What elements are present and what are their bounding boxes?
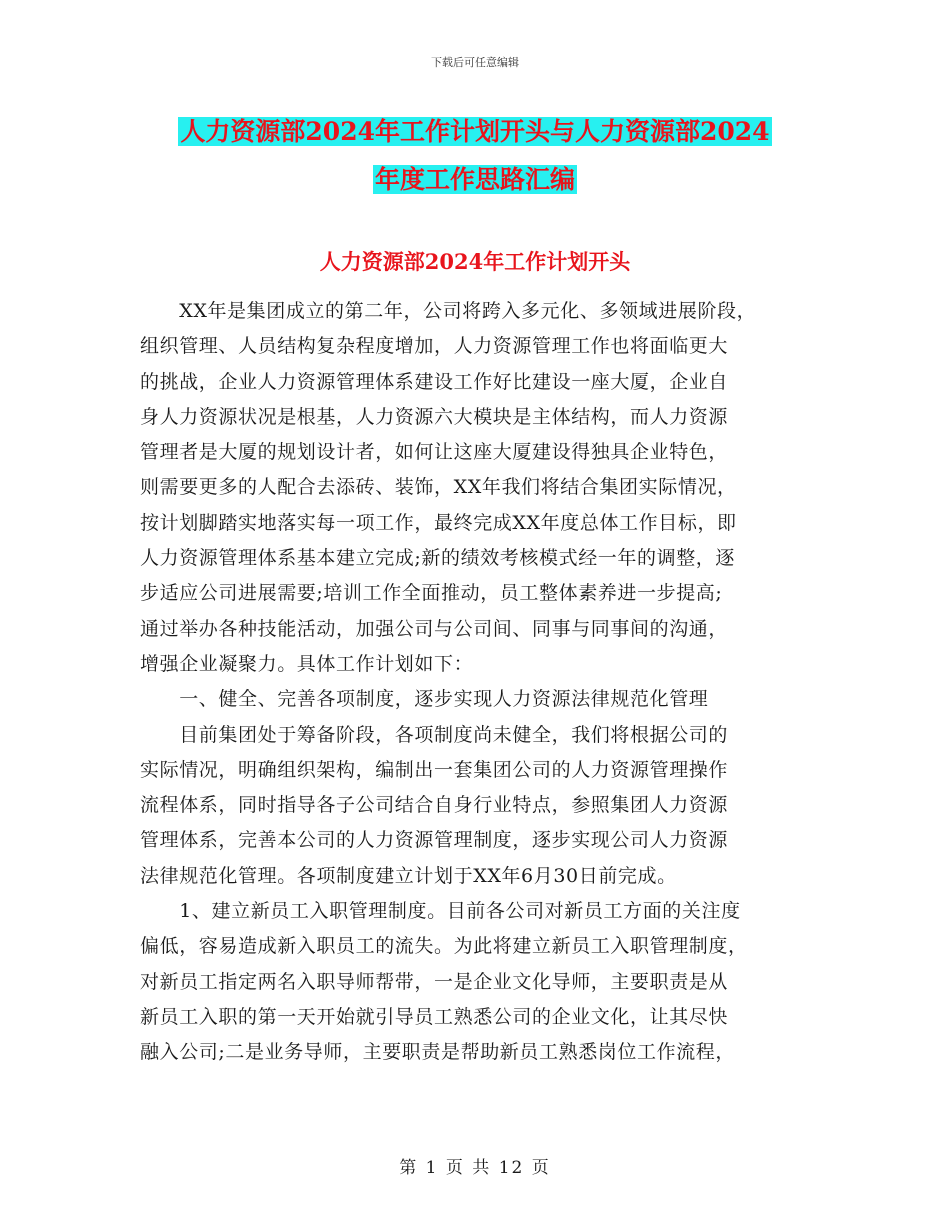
text-line: 1、建立新员工入职管理制度。目前各公司对新员工方面的关注度 [140, 900, 741, 923]
text-line: 融入公司;二是业务导师，主要职责是帮助新员工熟悉岗位工作流程， [140, 1041, 736, 1064]
text-line: 目前集团处于筹备阶段，各项制度尚未健全，我们将根据公司的 [140, 723, 729, 746]
document-title-line-1 [0, 108, 950, 156]
text-line: 增强企业凝聚力。具体工作计划如下： [140, 652, 474, 675]
title-highlight-1: 人力资源部2024年工作计划开头与人力资源部2024 [180, 117, 770, 146]
text-line: 实际情况，明确组织架构，编制出一套集团公司的人力资源管理操作 [140, 758, 729, 781]
document-title [0, 108, 950, 204]
text-line: 一、健全、完善各项制度，逐步实现人力资源法律规范化管理 [140, 688, 709, 711]
text-line: 按计划脚踏实地落实每一项工作，最终完成XX年度总体工作目标，即 [140, 511, 737, 534]
page-footer: 第 1 页 共 12 页 [399, 1158, 551, 1178]
text-line: 的挑战，企业人力资源管理体系建设工作好比建设一座大厦，企业自 [140, 370, 729, 393]
text-line: 步适应公司进展需要;培训工作全面推动，员工整体素养进一步提高; [140, 582, 723, 605]
text-line: 组织管理、人员结构复杂程度增加，人力资源管理工作也将面临更大 [140, 335, 729, 358]
text-line: 对新员工指定两名入职导师帮带，一是企业文化导师，主要职责是从 [140, 970, 729, 993]
text-line: 偏低，容易造成新入职员工的流失。为此将建立新员工入职管理制度， [140, 935, 748, 958]
text-line: 新员工入职的第一天开始就引导员工熟悉公司的企业文化，让其尽快 [140, 1005, 729, 1028]
text-line: 身人力资源状况是根基，人力资源六大模块是主体结构，而人力资源 [140, 405, 729, 428]
header-note: 下载后可任意编辑 [431, 56, 519, 69]
section-title: 人力资源部2024年工作计划开头 [319, 249, 631, 274]
text-line: 法律规范化管理。各项制度建立计划于XX年6月30日前完成。 [140, 864, 677, 887]
text-line: 管理体系，完善本公司的人力资源管理制度，逐步实现公司人力资源 [140, 829, 729, 852]
text-line: 流程体系，同时指导各子公司结合自身行业特点，参照集团人力资源 [140, 794, 729, 817]
text-line: 通过举办各种技能活动，加强公司与公司间、同事与同事间的沟通， [140, 617, 729, 640]
document-title-line-2 [0, 156, 950, 204]
text-line: XX年是集团成立的第二年，公司将跨入多元化、多领域进展阶段， [140, 300, 757, 322]
title-highlight-2: 年度工作思路汇编 [374, 165, 575, 194]
text-line: 管理者是大厦的规划设计者，如何让这座大厦建设得独具企业特色， [140, 441, 729, 464]
text-line: 则需要更多的人配合去添砖、装饰，XX年我们将结合集团实际情况， [140, 476, 737, 499]
body-text [140, 294, 812, 1071]
text-line: 人力资源管理体系基本建立完成;新的绩效考核模式经一年的调整，逐 [140, 547, 736, 570]
